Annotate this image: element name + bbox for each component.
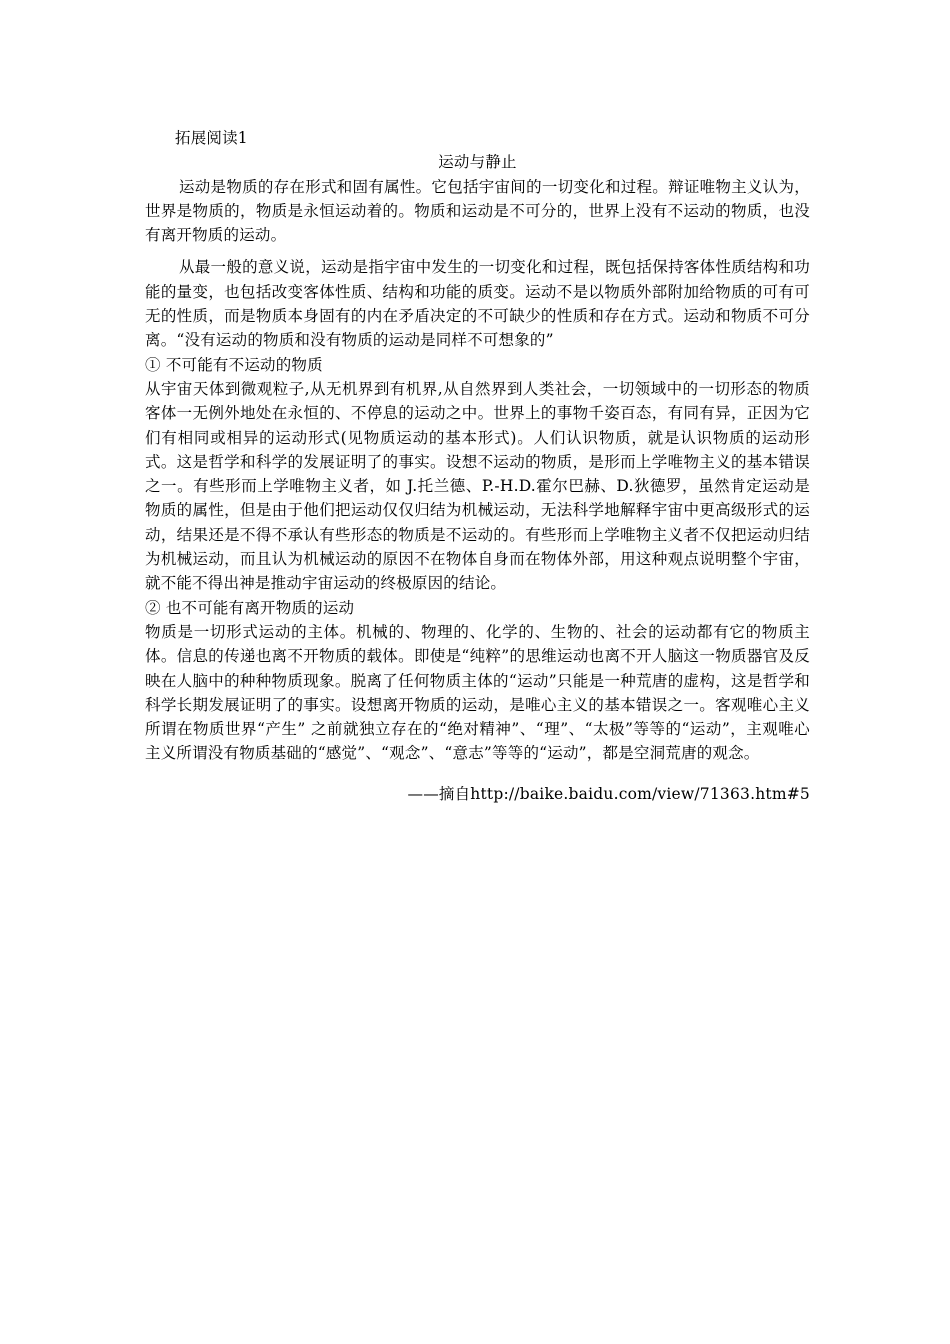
document-page xyxy=(145,126,810,806)
source-citation: ——摘自http://baike.baidu.com/view/71363.htm#5 xyxy=(407,784,810,803)
intro-paragraph-2: 从最一般的意义说，运动是指宇宙中发生的一切变化和过程，既包括保持客体性质结构和功能的量变，也包括改变客体性质、结构和功能的质变。运动不是以物质外部附加给物质的可有可无的性质，而是物质本身固有的内在矛盾决定的不可缺少的性质和存在方式。运动和物质不可分离。“没有运动的物质和没有物质的运动是同样不可想象的” xyxy=(145,258,810,350)
section-text-1: 从宇宙天体到微观粒子,从无机界到有机界,从自然界到人类社会，一切领域中的一切形态的物质客体一无例外地处在永恒的、不停息的运动之中。世界上的事物千姿百态，有同有异，正因为它们有相同或相异的运动形式(见物质运动的基本形式)。人们认识物质，就是认识物质的运动形式。这是哲学和科学的发展证明了的事实。设想不运动的物质，是形而上学唯物主义的基本错误之一。有些形而上学唯物主义者，如 J.托兰德、P.-H.D.霍尔巴赫、D.狄德罗，虽然肯定运动是物质的属性，但是由于他们把运动仅仅归结为机械运动，无法科学地解释宇宙中更高级形式的运动，结果还是不得不承认有些形态的物质是不运动的。有些形而上学唯物主义者不仅把运动归结为机械运动，而且认为机械运动的原因不在物体自身而在物体外部，用这种观点说明整个宇宙，就不能不得出神是推动宇宙运动的终极原因的结论。 xyxy=(145,379,810,593)
section-label: 拓展阅读1 xyxy=(175,129,248,147)
intro-paragraph-1: 运动是物质的存在形式和固有属性。它包括宇宙间的一切变化和过程。辩证唯物主义认为，世界是物质的，物质是永恒运动着的。物质和运动是不可分的，世界上没有不运动的物质，也没有离开物质的运动。 xyxy=(145,177,810,245)
section-text-2: 物质是一切形式运动的主体。机械的、物理的、化学的、生物的、社会的运动都有它的物质主体。信息的传递也离不开物质的载体。即使是“纯粹”的思维运动也离不开人脑这一物质器官及反映在人脑中的种种物质现象。脱离了任何物质主体的“运动”只能是一种荒唐的虚构，这是哲学和科学长期发展证明了的事实。设想离开物质的运动，是唯心主义的基本错误之一。客观唯心主义所谓在物质世界“产生” 之前就独立存在的“绝对精神”、“理”、“太极”等等的“运动”，主观唯心主义所谓没有物质基础的“感觉”、“观念”、“意志”等等的“运动”，都是空洞荒唐的观念。 xyxy=(145,622,810,763)
section-heading-1: ① 不可能有不运动的物质 xyxy=(145,355,323,374)
article-title: 运动与静止 xyxy=(438,153,517,172)
section-heading-2: ② 也不可能有离开物质的运动 xyxy=(145,598,355,617)
